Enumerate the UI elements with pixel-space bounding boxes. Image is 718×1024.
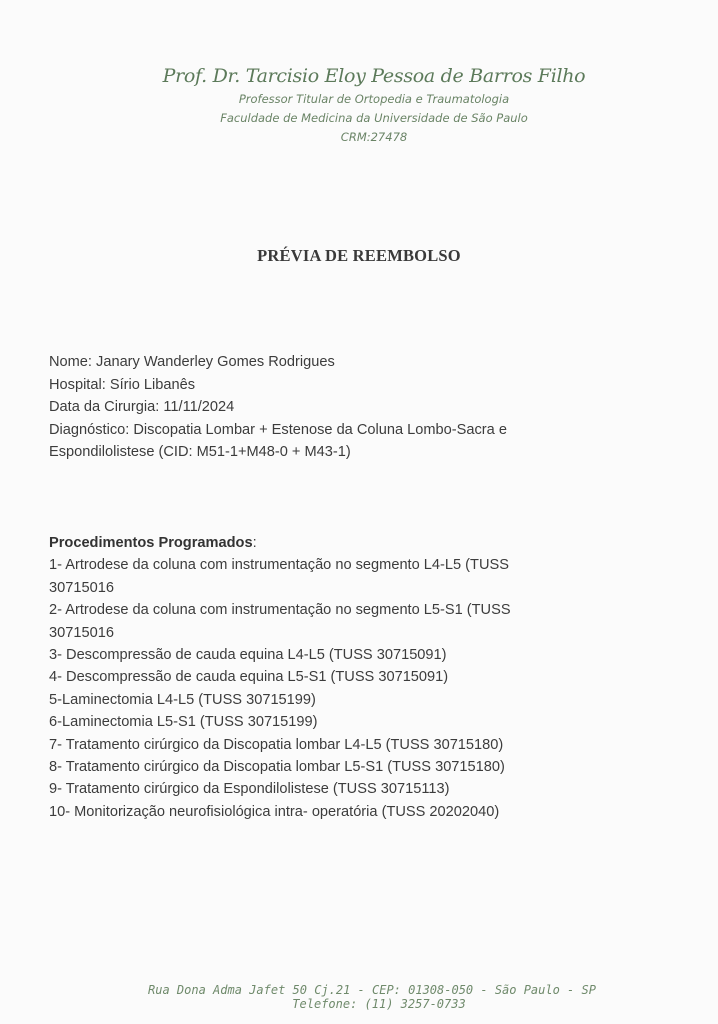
- procedures-heading: Procedimentos Programados: [49, 535, 253, 551]
- patient-name: Nome: Janary Wanderley Gomes Rodrigues: [49, 354, 335, 370]
- letterhead: [0, 62, 718, 147]
- procedure-line: 1- Artrodese da coluna com instrumentação no segmento L4-L5 (TUSS: [49, 557, 509, 574]
- procedure-line: 9- Tratamento cirúrgico da Espondilolistese (TUSS 30715113): [49, 781, 450, 798]
- footer-phone: Telefone: (11) 3257-0733: [292, 997, 466, 1011]
- procedure-line: 2- Artrodese da coluna com instrumentação no segmento L5-S1 (TUSS: [49, 602, 511, 619]
- hospital: Hospital: Sírio Libanês: [49, 376, 196, 393]
- procedure-line: 30715016: [49, 579, 114, 596]
- surgery-date: Data da Cirurgia: 11/11/2024: [49, 399, 235, 416]
- doctor-name: Prof. Dr. Tarcisio Eloy Pessoa de Barros Filho: [162, 65, 586, 87]
- footer: [0, 983, 718, 1011]
- footer-address: Rua Dona Adma Jafet 50 Cj.21 - CEP: 01308-050 - São Paulo - SP: [148, 983, 596, 997]
- diagnosis-line-2: Espondilolistese (CID: M51-1+M48-0 + M43-1): [49, 444, 351, 461]
- procedures-heading-colon: :: [252, 535, 257, 551]
- procedures-heading-row: [49, 532, 609, 554]
- procedure-line: 7- Tratamento cirúrgico da Discopatia lombar L4-L5 (TUSS 30715180): [49, 736, 504, 753]
- doctor-position: Professor Titular de Ortopedia e Traumatologia: [238, 92, 510, 106]
- doctor-crm: CRM:27478: [340, 130, 408, 144]
- procedure-line: 3- Descompressão de cauda equina L4-L5 (TUSS 30715091): [49, 647, 447, 664]
- procedure-line: 10- Monitorização neurofisiológica intra- operatória (TUSS 20202040): [49, 803, 500, 820]
- doctor-institution: Faculdade de Medicina da Universidade de São Paulo: [220, 111, 528, 125]
- procedure-line: 8- Tratamento cirúrgico da Discopatia lombar L5-S1 (TUSS 30715180): [49, 759, 505, 776]
- procedures-section: [49, 532, 609, 823]
- diagnosis-line-1: Diagnóstico: Discopatia Lombar + Estenose da Coluna Lombo-Sacra e: [49, 421, 507, 438]
- procedure-line: 5-Laminectomia L4-L5 (TUSS 30715199): [49, 691, 316, 708]
- patient-info: [49, 351, 609, 464]
- procedure-line: 6-Laminectomia L5-S1 (TUSS 30715199): [49, 714, 318, 731]
- document-title: PRÉVIA DE REEMBOLSO: [257, 246, 461, 265]
- procedure-line: 4- Descompressão de cauda equina L5-S1 (TUSS 30715091): [49, 669, 449, 686]
- procedure-line: 30715016: [49, 624, 114, 641]
